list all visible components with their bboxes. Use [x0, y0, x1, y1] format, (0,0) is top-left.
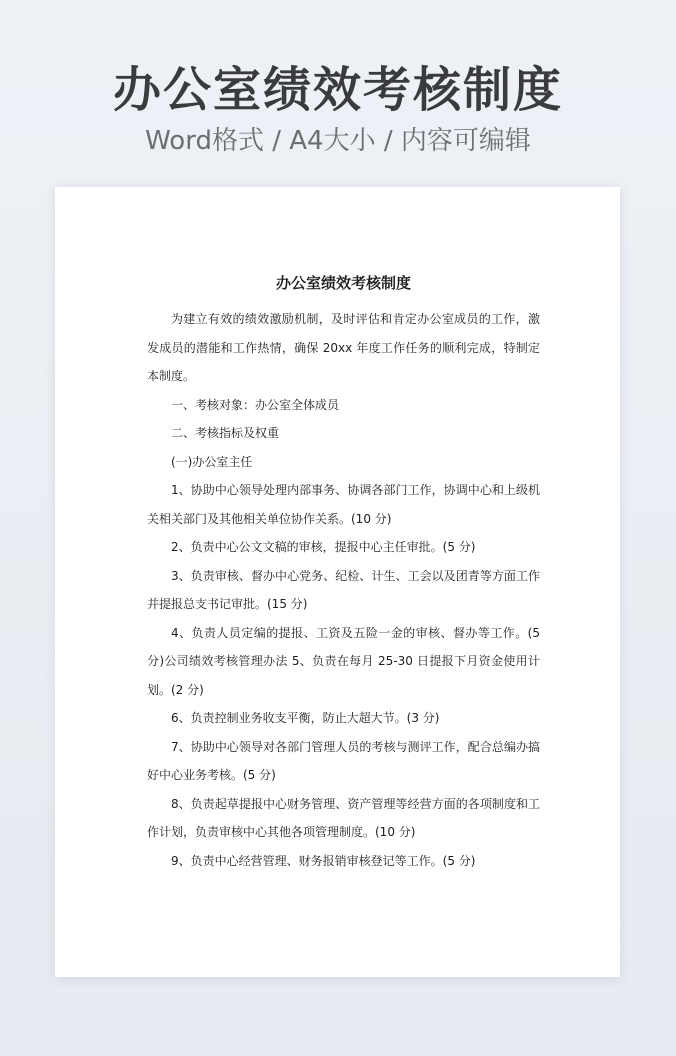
paragraph-item-6: 6、负责控制业务收支平衡，防止大超大节。(3 分) — [171, 711, 440, 725]
banner-header — [0, 58, 676, 158]
paragraph-item-3: 3、负责审核、督办中心党务、纪检、计生、工会以及团青等方面工作并提报总支书记审批。(15 分) — [147, 568, 540, 611]
paragraph-item-8: 8、负责起草提报中心财务管理、资产管理等经营方面的各项制度和工作计划，负责审核中心其他各项管理制度。(10 分) — [147, 796, 540, 839]
paragraph-subsection-director: (一)办公室主任 — [171, 454, 253, 469]
paragraph-section-1: 一、考核对象：办公室全体成员 — [171, 397, 340, 412]
paragraph-item-4-5: 4、负责人员定编的提报、工资及五险一金的审核、督办等工作。(5 分)公司绩效考核管理办法 5、负责在每月 25-30 日提报下月资金使用计划。(2 分) — [147, 625, 540, 697]
banner-subtitle: Word格式 / A4大小 / 内容可编辑 — [145, 126, 531, 156]
paragraph-item-1: 1、协助中心领导处理内部事务、协调各部门工作，协调中心和上级机关相关部门及其他相关单位协作关系。(10 分) — [147, 483, 540, 526]
document-page — [55, 187, 620, 977]
paragraph-intro: 为建立有效的绩效激励机制，及时评估和肯定办公室成员的工作，激发成员的潜能和工作热情，确保 20xx 年度工作任务的顺利完成，特制定本制度。 — [147, 312, 540, 383]
document-title: 办公室绩效考核制度 — [275, 274, 411, 292]
paragraph-item-2: 2、负责中心公文文稿的审核，提报中心主任审批。(5 分) — [171, 540, 476, 554]
banner-title: 办公室绩效考核制度 — [112, 62, 563, 118]
paragraph-item-9: 9、负责中心经营管理、财务报销审核登记等工作。(5 分) — [171, 853, 476, 868]
paragraph-section-2: 二、考核指标及权重 — [171, 426, 280, 440]
paragraph-item-7: 7、协助中心领导对各部门管理人员的考核与测评工作，配合总编办搞好中心业务考核。(5 分) — [147, 739, 540, 782]
document-body — [147, 273, 540, 875]
